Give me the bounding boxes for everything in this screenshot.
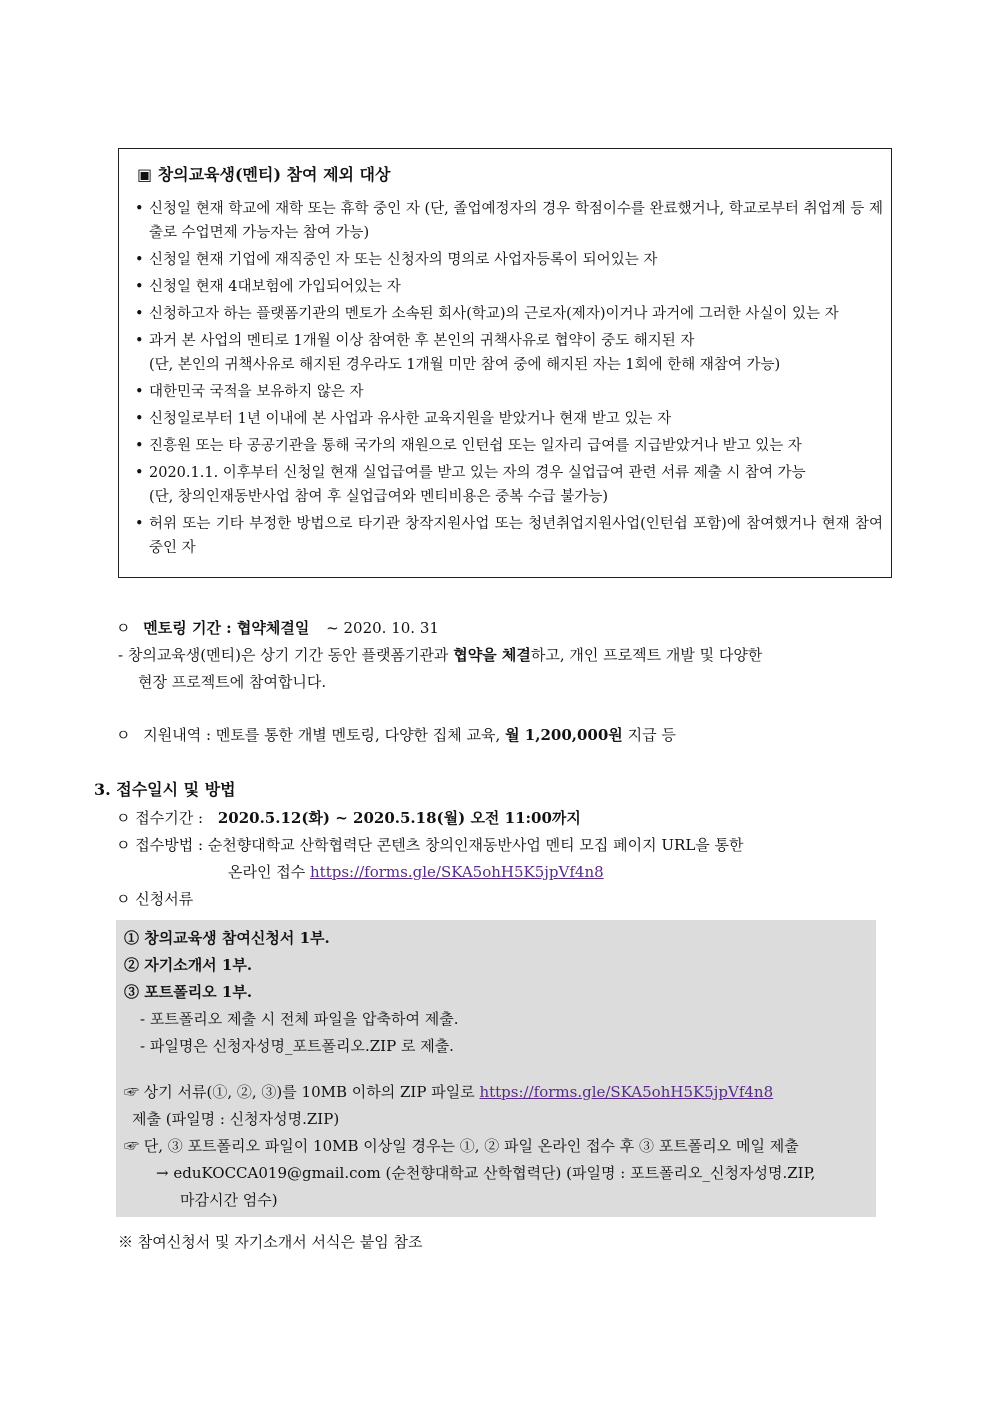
list-item: • 신청하고자 하는 플랫폼기관의 멘토가 소속된 회사(학교)의 근로자(제자)이거나 과거에 그러한 사실이 있는 자 — [135, 302, 883, 326]
list-item: • 신청일로부터 1년 이내에 본 사업과 유사한 교육지원을 받았거나 현재 받고 있는 자 — [135, 407, 883, 431]
doc-note — [124, 1080, 773, 1104]
doc-item: ① 창의교육생 참여신청서 1부. — [124, 929, 330, 947]
method-text: 온라인 접수 — [228, 863, 306, 881]
support-text: 지급 등 — [627, 726, 676, 744]
docs-box — [116, 920, 876, 1217]
list-item-note: (단, 본인의 귀책사유로 해지된 경우라도 1개월 미만 참여 중에 해지된 자는 1회에 한해 재참여 가능) — [149, 357, 781, 373]
list-item — [135, 461, 883, 509]
doc-sub-item: - 파일명은 신청자성명_포트폴리오.ZIP 로 제출. — [140, 1037, 454, 1055]
list-item-note: (단, 창의인재동반사업 참여 후 실업급여와 멘티비용은 중복 수급 불가능) — [149, 489, 608, 505]
form-link[interactable]: https://forms.gle/SKA5ohH5K5jpVf4n8 — [479, 1083, 774, 1101]
doc-item: ③ 포트폴리오 1부. — [124, 983, 253, 1001]
doc-note-text: ☞ 상기 서류(①, ②, ③)를 10MB 이하의 ZIP 파일로 — [124, 1083, 475, 1101]
support-text: 지원내역 : 멘토를 통한 개별 멘토링, 다양한 집체 교육, — [143, 726, 501, 744]
list-item: • 신청일 현재 기업에 재직중인 자 또는 신청자의 명의로 사업자등록이 되어있는 자 — [135, 248, 883, 272]
section-heading: 3. 접수일시 및 방법 — [94, 780, 236, 799]
mentoring-desc-text: - 창의교육생(멘티)은 상기 기간 동안 플랫폼기관과 — [118, 646, 449, 664]
method-line2 — [228, 860, 604, 884]
doc-note-line3: 마감시간 엄수) — [180, 1191, 278, 1209]
bullet-marker: ㅇ — [116, 619, 131, 637]
mentoring-label: 멘토링 기간 : 협약체결일 — [143, 619, 310, 637]
mentoring-desc-bold: 협약을 체결 — [453, 646, 531, 664]
docs-label: ㅇ 신청서류 — [116, 890, 194, 908]
period-value: 2020.5.12(화) ~ 2020.5.18(월) 오전 11:00까지 — [217, 809, 581, 827]
method-line: ㅇ 접수방법 : 순천향대학교 산학협력단 콘텐츠 창의인재동반사업 멘티 모집 페이지 URL을 통한 — [116, 836, 744, 854]
form-link[interactable]: https://forms.gle/SKA5ohH5K5jpVf4n8 — [310, 863, 604, 881]
list-item: • 허위 또는 기타 부정한 방법으로 타기관 창작지원사업 또는 청년취업지원사업(인턴쉽 포함)에 참여했거나 현재 참여중인 자 — [135, 512, 883, 560]
exclusion-list — [135, 197, 883, 560]
list-item: • 신청일 현재 학교에 재학 또는 휴학 중인 자 (단, 졸업예정자의 경우 학점이수를 완료했거나, 학교로부터 취업계 등 제출로 수업면제 가능자는 참여 가능) — [135, 197, 883, 245]
mentoring-range: ~ 2020. 10. 31 — [326, 619, 439, 637]
list-item: • 진흥원 또는 타 공공기관을 통해 국가의 재원으로 인턴쉽 또는 일자리 급여를 지급받았거나 받고 있는 자 — [135, 434, 883, 458]
support-line — [116, 723, 676, 747]
mentoring-desc-text: 하고, 개인 프로젝트 개발 및 다양한 — [530, 646, 763, 664]
doc-note-line2: 제출 (파일명 : 신청자성명.ZIP) — [132, 1110, 340, 1128]
list-item: • 대한민국 국적을 보유하지 않은 자 — [135, 380, 883, 404]
support-amount: 월 1,200,000원 — [505, 726, 623, 744]
exclusion-box — [118, 148, 892, 578]
doc-note: ☞ 단, ③ 포트폴리오 파일이 10MB 이상일 경우는 ①, ② 파일 온라인 접수 후 ③ 포트폴리오 메일 제출 — [124, 1137, 799, 1155]
list-item-text: 2020.1.1. 이후부터 신청일 현재 실업급여를 받고 있는 자의 경우 실업급여 관련 서류 제출 시 참여 가능 — [149, 465, 806, 481]
doc-note-arrow: → eduKOCCA019@gmail.com (순천향대학교 산학협력단) (파일명 : 포트폴리오_신청자성명.ZIP, — [156, 1164, 816, 1182]
list-item — [135, 329, 883, 377]
period-label: ㅇ 접수기간 : — [116, 809, 204, 827]
period-line — [116, 806, 581, 830]
doc-item: ② 자기소개서 1부. — [124, 956, 253, 974]
list-item-text: 과거 본 사업의 멘티로 1개월 이상 참여한 후 본인의 귀책사유로 협약이 중도 해지된 자 — [149, 333, 695, 349]
list-item: • 신청일 현재 4대보험에 가입되어있는 자 — [135, 275, 883, 299]
mentoring-desc — [118, 643, 762, 667]
bullet-marker: ㅇ — [116, 726, 131, 744]
mentoring-period-line — [116, 616, 439, 640]
mentoring-desc-line2: 현장 프로젝트에 참여합니다. — [138, 673, 327, 691]
footnote: ※ 참여신청서 및 자기소개서 서식은 붙임 참조 — [118, 1233, 423, 1251]
exclusion-title: ▣ 창의교육생(멘티) 참여 제외 대상 — [137, 165, 391, 184]
doc-sub-item: - 포트폴리오 제출 시 전체 파일을 압축하여 제출. — [140, 1010, 459, 1028]
